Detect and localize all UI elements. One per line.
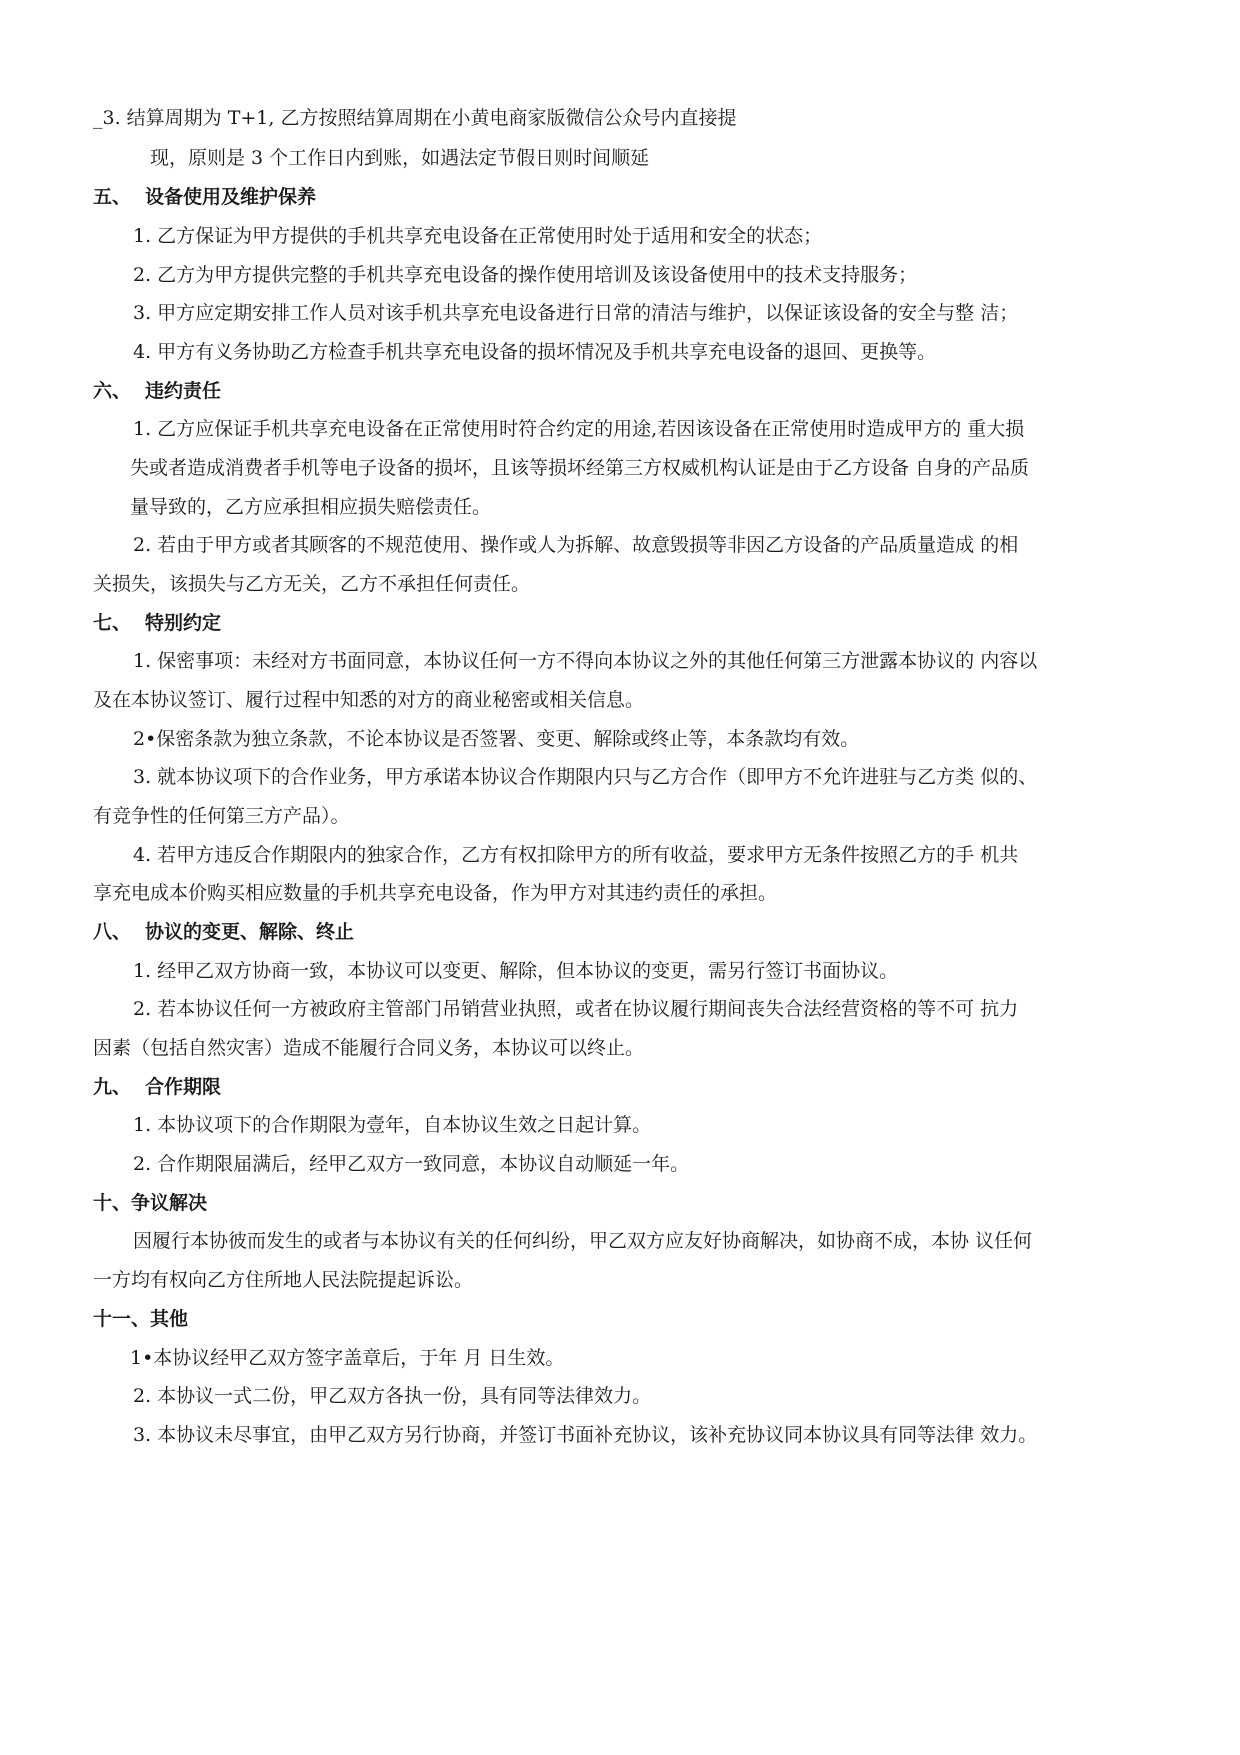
list-item: 1. 经甲乙双方协商一致，本协议可以变更、解除，但本协议的变更，需另行签订书面协议。	[133, 960, 899, 982]
section-title: 特别约定	[145, 612, 222, 634]
list-item: 3. 甲方应定期安排工作人员对该手机共享充电设备进行日常的清洁与维护，以保证该设备的安全与整 洁；	[133, 302, 1019, 324]
paragraph-line: 因履行本协彼而发生的或者与本协议有关的任何纠纷，甲乙双方应友好协商解决，如协商不成，本协 议任何	[133, 1230, 1033, 1252]
section-heading-9	[0, 1074, 1240, 1100]
paragraph-line: 量导致的，乙方应承担相应损失赔偿责任。	[130, 496, 492, 518]
list-item: 3. 本协议未尽事宜，由甲乙双方另行协商，并签订书面补充协议，该补充协议同本协议具有同等法律 效力。	[133, 1424, 1038, 1446]
section-number: 七、	[93, 612, 132, 634]
section-number: 六、	[93, 380, 132, 402]
section-heading-11: 十一、其他	[93, 1308, 189, 1330]
list-item: 2. 若由于甲方或者其顾客的不规范使用、操作或人为拆解、故意毁损等非因乙方设备的产品质量造成 的相	[133, 534, 1019, 556]
list-item: 1. 乙方保证为甲方提供的手机共享充电设备在正常使用时处于适用和安全的状态；	[133, 225, 823, 247]
paragraph-line: _3. 结算周期为 T+1, 乙方按照结算周期在小黄电商家版微信公众号内直接提	[93, 107, 737, 129]
section-title: 协议的变更、解除、终止	[145, 921, 355, 943]
paragraph-line: 及在本协议签订、履行过程中知悉的对方的商业秘密或相关信息。	[93, 689, 645, 711]
section-heading-5	[0, 184, 1240, 210]
section-heading-10: 十、争议解决	[93, 1192, 208, 1214]
list-item: 1•本协议经甲乙双方签字盖章后，于年 月 日生效。	[130, 1347, 565, 1369]
list-item: 4. 若甲方违反合作期限内的独家合作，乙方有权扣除甲方的所有收益，要求甲方无条件按照乙方的手 机共	[133, 844, 1019, 866]
paragraph-line: 有竞争性的任何第三方产品）。	[93, 805, 350, 827]
section-heading-7	[0, 610, 1240, 636]
paragraph-line: 享充电成本价购买相应数量的手机共享充电设备，作为甲方对其违约责任的承担。	[93, 882, 778, 904]
paragraph-line: 失或者造成消费者手机等电子设备的损坏，且该等损坏经第三方权威机构认证是由于乙方设备 自身的产品质	[130, 457, 1030, 479]
section-title: 违约责任	[145, 380, 222, 402]
paragraph-line: 现，原则是 3 个工作日内到账，如遇法定节假日则时间顺延	[150, 147, 650, 169]
list-item: 4. 甲方有义务协助乙方检查手机共享充电设备的损坏情况及手机共享充电设备的退回、更换等。	[133, 341, 937, 363]
section-number: 五、	[93, 186, 132, 208]
list-item: 2•保密条款为独立条款，不论本协议是否签署、变更、解除或终止等，本条款均有效。	[133, 728, 860, 750]
section-title: 合作期限	[145, 1076, 222, 1098]
section-heading-8	[0, 919, 1240, 945]
list-item: 2. 乙方为甲方提供完整的手机共享充电设备的操作使用培训及该设备使用中的技术支持服务；	[133, 264, 918, 286]
section-number: 八、	[93, 921, 132, 943]
list-item: 2. 合作期限届满后，经甲乙双方一致同意，本协议自动顺延一年。	[133, 1153, 690, 1175]
list-item: 3. 就本协议项下的合作业务，甲方承诺本协议合作期限内只与乙方合作（即甲方不允许进驻与乙方类 似的、	[133, 766, 1038, 788]
list-item: 1. 保密事项：未经对方书面同意，本协议任何一方不得向本协议之外的其他任何第三方泄露本协议的 内容以	[133, 650, 1038, 672]
paragraph-line: 关损失，该损失与乙方无关，乙方不承担任何责任。	[93, 573, 531, 595]
section-heading-6	[0, 378, 1240, 404]
section-title: 设备使用及维护保养	[145, 186, 317, 208]
paragraph-line: 一方均有权向乙方住所地人民法院提起诉讼。	[93, 1269, 474, 1291]
list-item: 1. 本协议项下的合作期限为壹年，自本协议生效之日起计算。	[133, 1114, 652, 1136]
section-number: 九、	[93, 1076, 132, 1098]
list-item: 2. 若本协议任何一方被政府主管部门吊销营业执照，或者在协议履行期间丧失合法经营资格的等不可 抗力	[133, 998, 1019, 1020]
paragraph-line: 因素（包括自然灾害）造成不能履行合同义务，本协议可以终止。	[93, 1037, 645, 1059]
list-item: 1. 乙方应保证手机共享充电设备在正常使用时符合约定的用途,若因该设备在正常使用时造成甲方的 重大损	[133, 418, 1025, 440]
list-item: 2. 本协议一式二份，甲乙双方各执一份，具有同等法律效力。	[133, 1385, 652, 1407]
